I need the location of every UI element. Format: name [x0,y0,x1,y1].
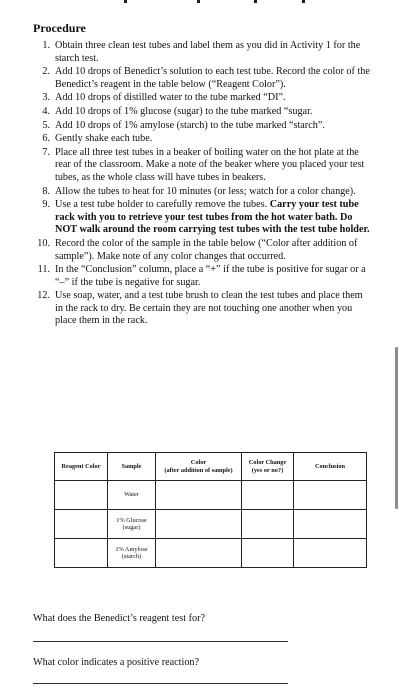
step-number: 1. [42,40,50,51]
step-number: 6. [42,133,50,145]
table-cell[interactable] [242,510,294,539]
step-number: 3. [42,92,50,104]
step-item [33,120,373,133]
step-item [33,133,373,146]
table-cell[interactable] [156,481,242,510]
step-item [33,92,373,105]
step-text: Place all three test tubes in a beaker of boiling water on the hot plate at the rear of the classroom. Make a note of the beaker where you placed your test tubes, as the whole class will have tubes in beakers. [55,146,365,183]
table-cell: Water [108,481,156,510]
table-header: Conclusion [294,453,367,481]
step-item [33,106,373,119]
step-item [33,66,373,91]
step-text-bold: Carry your test tube rack with you to retrieve your test tubes from the hot water bath. Do NOT walk around the room carrying test tubes with the test tube holder. [55,199,370,236]
table-cell[interactable] [242,539,294,568]
step-item [33,147,373,185]
table-header: Sample [108,453,156,481]
table-cell[interactable] [294,539,367,568]
table-row [55,510,367,539]
step-number: 2. [42,66,50,78]
table-cell[interactable] [242,481,294,510]
top-clipped-row [0,0,403,10]
step-text: In the “Conclusion” column, place a “+” if the tube is positive for sugar or a “–” if the tube is negative for sugar. [55,264,366,288]
step-number: 12. [37,290,50,302]
table-row [55,481,367,510]
step-text: Gently shake each tube. [55,133,153,145]
step-number: 11. [37,264,50,276]
results-table [54,452,367,568]
step-text: Obtain three clean test tubes and label them as you did in Activity 1 for the starch test. [55,40,361,64]
table-cell[interactable] [55,539,108,568]
step-number: 5. [42,119,50,131]
table-cell: 1% Glucose (sugar) [108,510,156,539]
step-text: Add 10 drops of 1% glucose (sugar) to the tube marked “sugar. [55,105,313,117]
table-header-row [55,453,367,481]
question-text: What color indicates a positive reaction? [33,657,200,668]
step-item [33,40,373,65]
step-item [33,186,373,199]
step-item [33,290,373,328]
table-cell[interactable] [55,481,108,510]
step-number: 7. [42,146,50,158]
table-row [55,539,367,568]
answer-line[interactable] [33,641,288,642]
table-cell[interactable] [156,510,242,539]
step-number: 8. [42,185,50,197]
step-item [33,199,373,237]
step-number: 4. [42,105,50,117]
step-item [33,238,373,263]
table-cell[interactable] [156,539,242,568]
step-number: 9. [42,199,50,211]
section-heading: Procedure [33,21,86,35]
answer-line[interactable] [33,683,288,684]
question-text: What does the Benedict’s reagent test for? [33,613,205,624]
table-cell[interactable] [294,481,367,510]
table-cell[interactable] [55,510,108,539]
table-header: Color Change (yes or no?) [242,453,294,481]
procedure-steps [33,40,373,329]
step-text: Use soap, water, and a test tube brush to clean the test tubes and place them in the rack to dry. Be certain they are not touching one another when you place them in the rack. [55,290,363,327]
step-text: Add 10 drops of Benedict’s solution to each test tube. Record the color of the Benedict’s reagent in the table below (“Reagent Color”). [55,66,370,90]
step-text [55,199,373,237]
scrollbar-thumb[interactable] [395,347,398,509]
step-item [33,264,373,289]
step-text: Add 10 drops of 1% amylose (starch) to the tube marked “starch”. [55,119,325,131]
table-header: Color (after addition of sample) [156,453,242,481]
step-number: 10. [37,237,50,249]
step-text: Add 10 drops of distilled water to the tube marked “DI”. [55,92,286,104]
step-text: Record the color of the sample in the table below (“Color after addition of sample”). Make note of any color changes that occurred. [55,237,358,262]
step-text-plain: Use a test tube holder to carefully remove the tubes. [55,199,270,211]
table-cell: 1% Amylose (starch) [108,539,156,568]
step-text: Allow the tubes to heat for 10 minutes (or less; watch for a color change). [55,185,356,197]
table-cell[interactable] [294,510,367,539]
table-header: Reagent Color [55,453,108,481]
